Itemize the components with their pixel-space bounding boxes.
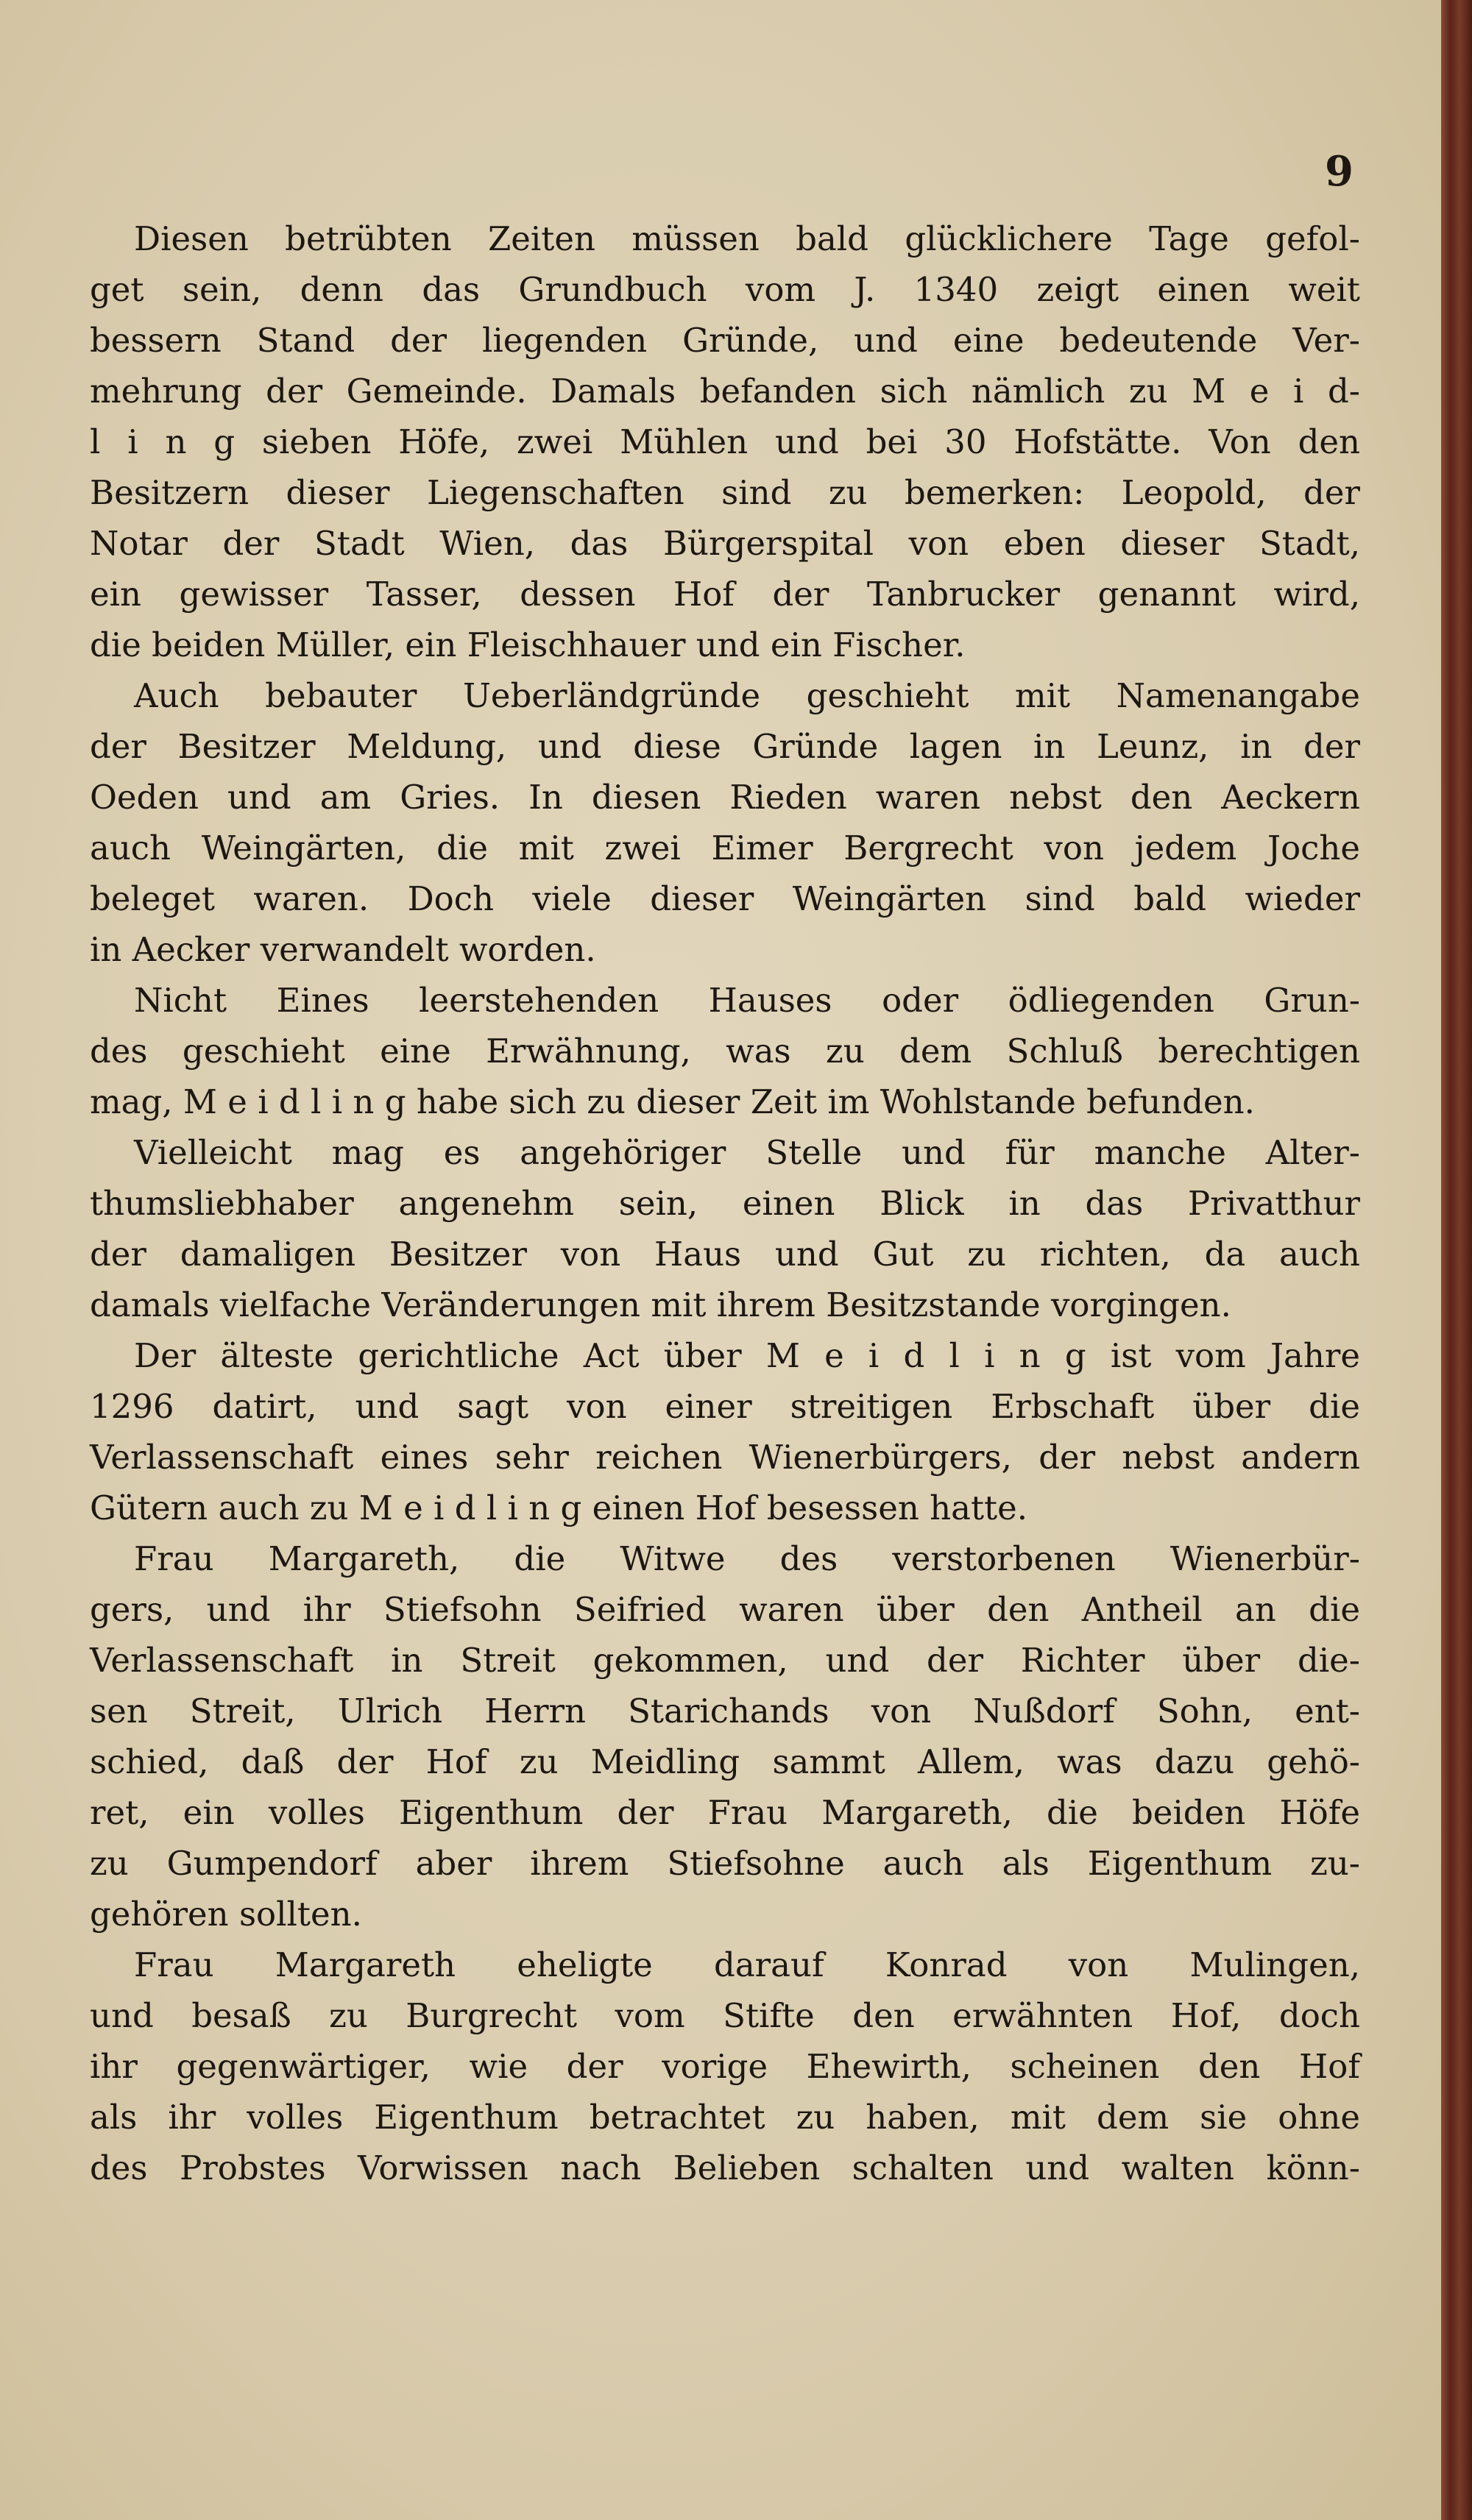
text-line: Gütern auch zu M e i d l i n g einen Hof besessen hatte.: [90, 1488, 1028, 1527]
text-line: der damaligen Besitzer von Haus und Gut zu richten, da auch: [90, 1235, 1360, 1274]
text-line: die beiden Müller, ein Fleischhauer und ein Fischer.: [90, 625, 966, 664]
text-line: gers, und ihr Stiefsohn Seifried waren über den Antheil an die: [90, 1590, 1360, 1629]
text-line: damals vielfache Veränderungen mit ihrem Besitzstande vorgingen.: [90, 1285, 1231, 1324]
paragraph: [90, 1127, 1360, 1330]
text-line: sen Streit, Ulrich Herrn Starichands von Nußdorf Sohn, ent-: [90, 1692, 1360, 1731]
paragraph: [90, 213, 1360, 670]
paragraph: [90, 1939, 1360, 2193]
text-line: Oeden und am Gries. In diesen Rieden waren nebst den Aeckern: [90, 778, 1360, 817]
book-binding-edge: [1441, 0, 1472, 2520]
text-line: und besaß zu Burgrecht vom Stifte den erwähnten Hof, doch: [90, 1996, 1360, 2035]
paragraph: [90, 1330, 1360, 1533]
text-line: Nicht Eines leerstehenden Hauses oder ödliegenden Grun-: [134, 981, 1360, 1020]
text-line: des geschieht eine Erwähnung, was zu dem Schluß berechtigen: [90, 1032, 1360, 1071]
text-line: zu Gumpendorf aber ihrem Stiefsohne auch als Eigenthum zu-: [90, 1844, 1360, 1883]
page-number: 9: [1325, 147, 1354, 196]
paragraph: [90, 1533, 1360, 1939]
text-line: Verlassenschaft in Streit gekommen, und der Richter über die-: [90, 1641, 1360, 1680]
body-text: [90, 213, 1360, 2193]
text-line: ihr gegenwärtiger, wie der vorige Ehewirth, scheinen den Hof: [90, 2047, 1360, 2086]
paragraph: [90, 975, 1360, 1127]
text-line: des Probstes Vorwissen nach Belieben schalten und walten könn-: [90, 2148, 1360, 2187]
text-line: 1296 datirt, und sagt von einer streitigen Erbschaft über die: [90, 1387, 1360, 1426]
text-line: als ihr volles Eigenthum betrachtet zu haben, mit dem sie ohne: [90, 2098, 1360, 2137]
text-line: bessern Stand der liegenden Gründe, und eine bedeutende Ver-: [90, 321, 1360, 360]
text-line: Der älteste gerichtliche Act über M e i d l i n g ist vom Jahre: [134, 1336, 1360, 1375]
text-line: schied, daß der Hof zu Meidling sammt Allem, was dazu gehö-: [90, 1742, 1360, 1781]
text-line: ret, ein volles Eigenthum der Frau Margareth, die beiden Höfe: [90, 1793, 1360, 1832]
text-line: auch Weingärten, die mit zwei Eimer Bergrecht von jedem Joche: [90, 828, 1360, 867]
text-line: Frau Margareth, die Witwe des verstorbenen Wienerbür-: [134, 1539, 1360, 1578]
text-line: Diesen betrübten Zeiten müssen bald glücklichere Tage gefol-: [134, 219, 1360, 258]
text-line: in Aecker verwandelt worden.: [90, 930, 596, 969]
text-line: Notar der Stadt Wien, das Bürgerspital von eben dieser Stadt,: [90, 524, 1360, 563]
text-line: Vielleicht mag es angehöriger Stelle und für manche Alter-: [134, 1133, 1360, 1172]
text-line: Auch bebauter Ueberländgründe geschieht mit Namenangabe: [134, 676, 1360, 715]
text-line: get sein, denn das Grundbuch vom J. 1340 zeigt einen weit: [90, 270, 1360, 309]
text-line: thumsliebhaber angenehm sein, einen Blick in das Privatthur: [90, 1184, 1360, 1223]
text-line: beleget waren. Doch viele dieser Weingärten sind bald wieder: [90, 879, 1360, 918]
paragraph: [90, 670, 1360, 975]
text-line: Verlassenschaft eines sehr reichen Wienerbürgers, der nebst andern: [90, 1438, 1360, 1477]
text-line: l i n g sieben Höfe, zwei Mühlen und bei 30 Hofstätte. Von den: [90, 422, 1360, 461]
text-line: mag, M e i d l i n g habe sich zu dieser Zeit im Wohlstande befunden.: [90, 1082, 1255, 1121]
text-line: mehrung der Gemeinde. Damals befanden sich nämlich zu M e i d-: [90, 372, 1360, 411]
text-line: ein gewisser Tasser, dessen Hof der Tanbrucker genannt wird,: [90, 575, 1360, 614]
text-line: Frau Margareth eheligte darauf Konrad von Mulingen,: [134, 1945, 1360, 1984]
text-line: Besitzern dieser Liegenschaften sind zu bemerken: Leopold, der: [90, 473, 1360, 512]
text-line: der Besitzer Meldung, und diese Gründe lagen in Leunz, in der: [90, 727, 1360, 766]
text-line: gehören sollten.: [90, 1895, 362, 1934]
